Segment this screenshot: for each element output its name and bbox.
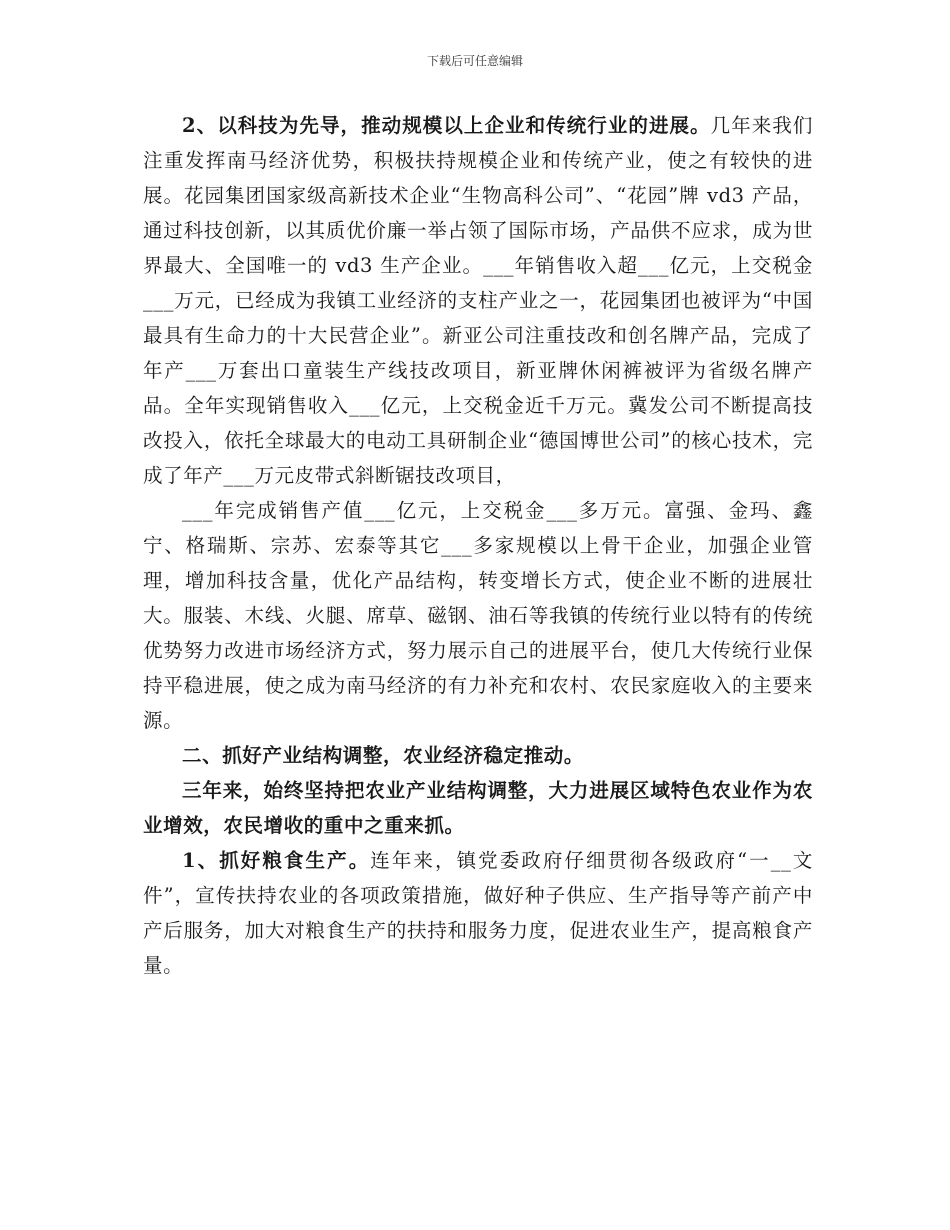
- paragraph-three-years: [143, 773, 813, 843]
- paragraph-heading: 三年来，始终坚持把农业产业结构调整，大力进展区域特色农业作为农业增效，农民增收的重中之重来抓。: [143, 779, 813, 837]
- paragraph-tech-leading: [143, 108, 813, 493]
- paragraph-text: 几年来我们注重发挥南马经济优势，积极扶持规模企业和传统产业，使之有较快的进展。花园集团国家级高新技术企业“生物高科公司”、“花园”牌 vd3 产品，通过科技创新，以其质优价廉一举占领了国际市场，产品供不应求，成为世界最大、全国唯一的 vd3 生产企业。___年销售收入超___亿元，上交税金___万元，已经成为我镇工业经济的支柱产业之一，花园集团也被评为“中国最具有生命力的十大民营企业”。新亚公司注重技改和创名牌产品，完成了年产___万套出口童装生产线技改项目，新亚牌休闲裤被评为省级名牌产品。全年实现销售收入___亿元，上交税金近千万元。冀发公司不断提高技改投入，依托全球最大的电动工具研制企业“德国博世公司”的核心技术，完成了年产___万元皮带式斜断锯技改项目，: [143, 114, 813, 487]
- paragraph-sales-output: [143, 493, 813, 738]
- paragraph-heading: 1、抓好粮食生产。: [182, 849, 371, 872]
- section-heading-agriculture: [143, 738, 813, 773]
- page-header: 下载后可任意编辑: [426, 54, 523, 68]
- paragraph-text: ___年完成销售产值___亿元，上交税金___多万元。富强、金玛、鑫宁、格瑞斯、宗苏、宏泰等其它___多家规模以上骨干企业，加强企业管理，增加科技含量，优化产品结构，转变增长方式，使企业不断的进展壮大。服装、木线、火腿、席草、磁钢、油石等我镇的传统行业以特有的传统优势努力改进市场经济方式，努力展示自己的进展平台，使几大传统行业保持平稳进展，使之成为南马经济的有力补充和农村、农民家庭收入的主要来源。: [143, 499, 813, 732]
- section-heading: 二、抓好产业结构调整，农业经济稳定推动。: [182, 744, 585, 767]
- paragraph-heading: 2、以科技为先导，推动规模以上企业和传统行业的进展。: [182, 114, 711, 137]
- paragraph-grain-production: [143, 843, 813, 983]
- paragraph-text: 连年来，镇党委政府仔细贯彻各级政府“一__文件”，宣传扶持农业的各项政策措施，做好种子供应、生产指导等产前产中产后服务，加大对粮食生产的扶持和服务力度，促进农业生产，提高粮食产量。: [143, 849, 814, 977]
- document-body: [143, 108, 813, 983]
